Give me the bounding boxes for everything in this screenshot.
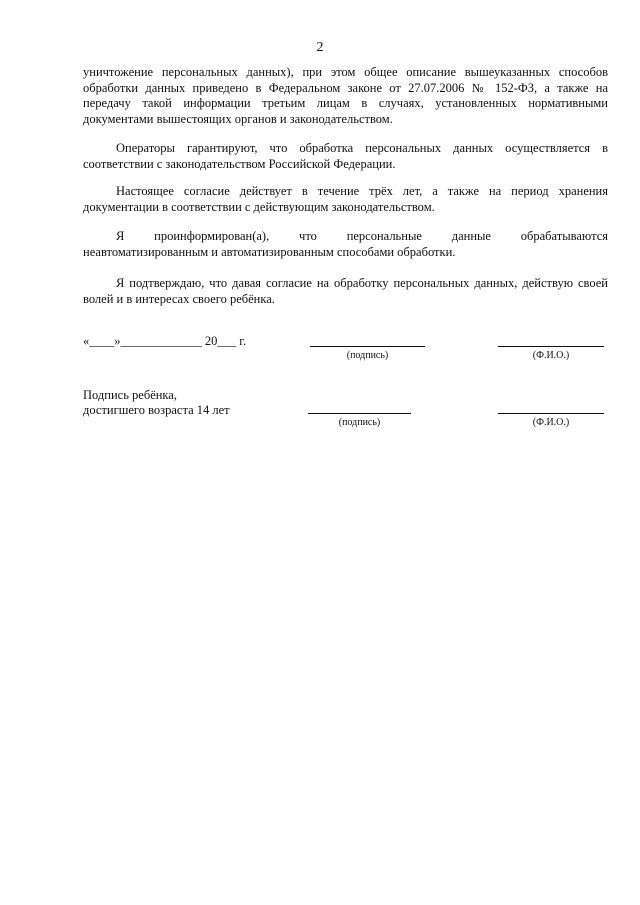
date-line[interactable]: «____»_____________ 20___ г. [83, 334, 247, 348]
text-line: Операторы гарантируют, что обработка персональных данных осуществляется в [116, 141, 608, 155]
text-line: документации в соответствии с действующим законодательством. [83, 199, 435, 214]
text-line: передачу такой информации третьим лицам в случаях, установленных нормативными [83, 96, 608, 110]
text-line: Я проинформирован(а), что персональные данные обрабатываются [116, 229, 608, 243]
text-line: уничтожение персональных данных), при этом общее описание вышеуказанных способов [83, 65, 608, 79]
child-age-label: достигшего возраста 14 лет [83, 403, 230, 417]
child-signature-caption: (подпись) [338, 417, 381, 428]
text-line: волей и в интересах своего ребёнка. [83, 291, 275, 306]
text-line: обработки данных приведено в Федеральном законе от 27.07.2006 № 152-ФЗ, а также на [83, 80, 608, 95]
text-line: документами вышестоящих органов и законодательством. [83, 111, 393, 126]
text-line: Настоящее согласие действует в течение трёх лет, а также на период хранения [116, 184, 608, 198]
paragraph-confirmation [83, 276, 608, 307]
page-number: 2 [316, 40, 324, 55]
text-line: неавтоматизированным и автоматизированным способами обработки. [83, 244, 456, 259]
signature-line[interactable] [310, 346, 425, 347]
paragraph-continuation [83, 65, 608, 127]
name-line[interactable] [498, 346, 604, 347]
child-name-caption: (Ф.И.О.) [532, 417, 570, 428]
child-signature-label: Подпись ребёнка, [83, 388, 177, 402]
signature-caption: (подпись) [346, 350, 389, 361]
text-line: соответствии с законодательством Российской Федерации. [83, 156, 396, 171]
paragraph-operators-guarantee [83, 141, 608, 172]
child-signature-line[interactable] [308, 413, 411, 414]
child-name-line[interactable] [498, 413, 604, 414]
name-caption: (Ф.И.О.) [532, 350, 570, 361]
paragraph-consent-term [83, 184, 608, 215]
paragraph-informed [83, 229, 608, 260]
text-line: Я подтверждаю, что давая согласие на обработку персональных данных, действую своей [116, 276, 608, 290]
